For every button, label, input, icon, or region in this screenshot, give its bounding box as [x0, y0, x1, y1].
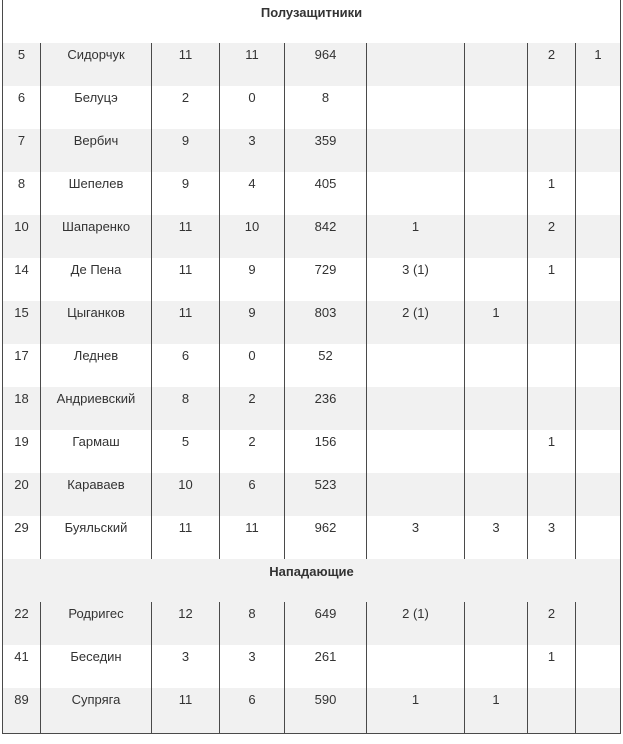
table-row: [3, 215, 621, 258]
cell-minutes: 590: [285, 688, 367, 733]
cell-minutes: 156: [285, 430, 367, 473]
cell-red: [576, 473, 621, 516]
cell-goals: 1: [367, 688, 465, 733]
cell-red: [576, 86, 621, 129]
cell-goals: [367, 86, 465, 129]
cell-starts: 9: [220, 301, 285, 344]
cell-assists: [465, 129, 528, 172]
cell-games: 11: [152, 516, 220, 559]
cell-name: Родригес: [41, 602, 152, 645]
cell-num: 14: [3, 258, 41, 301]
cell-minutes: 8: [285, 86, 367, 129]
cell-yellow: [528, 688, 576, 733]
table-row: [3, 430, 621, 473]
cell-goals: [367, 430, 465, 473]
table-row: [3, 86, 621, 129]
cell-name: Белуцэ: [41, 86, 152, 129]
cell-games: 3: [152, 645, 220, 688]
cell-red: [576, 129, 621, 172]
cell-red: [576, 172, 621, 215]
cell-num: 19: [3, 430, 41, 473]
cell-name: Караваев: [41, 473, 152, 516]
cell-red: [576, 344, 621, 387]
cell-yellow: 3: [528, 516, 576, 559]
cell-num: 20: [3, 473, 41, 516]
cell-name: Вербич: [41, 129, 152, 172]
section-header-row: [3, 0, 621, 43]
cell-name: Шепелев: [41, 172, 152, 215]
cell-num: 89: [3, 688, 41, 733]
section-title: Нападающие: [3, 559, 621, 602]
cell-red: [576, 645, 621, 688]
cell-starts: 2: [220, 430, 285, 473]
cell-num: 22: [3, 602, 41, 645]
cell-games: 5: [152, 430, 220, 473]
cell-minutes: 405: [285, 172, 367, 215]
cell-goals: 3 (1): [367, 258, 465, 301]
cell-red: [576, 215, 621, 258]
cell-assists: 3: [465, 516, 528, 559]
table-body: [3, 0, 621, 733]
cell-games: 10: [152, 473, 220, 516]
cell-assists: [465, 387, 528, 430]
cell-red: [576, 516, 621, 559]
cell-games: 11: [152, 688, 220, 733]
cell-red: [576, 258, 621, 301]
cell-games: 11: [152, 215, 220, 258]
cell-goals: 2 (1): [367, 602, 465, 645]
cell-name: Цыганков: [41, 301, 152, 344]
cell-assists: [465, 344, 528, 387]
cell-games: 9: [152, 129, 220, 172]
cell-name: Шапаренко: [41, 215, 152, 258]
cell-starts: 11: [220, 516, 285, 559]
cell-starts: 8: [220, 602, 285, 645]
table-row: [3, 387, 621, 430]
table-row: [3, 43, 621, 86]
cell-starts: 2: [220, 387, 285, 430]
cell-num: 41: [3, 645, 41, 688]
cell-games: 11: [152, 301, 220, 344]
cell-assists: [465, 430, 528, 473]
cell-red: [576, 688, 621, 733]
cell-minutes: 962: [285, 516, 367, 559]
cell-goals: [367, 43, 465, 86]
cell-red: [576, 430, 621, 473]
cell-num: 5: [3, 43, 41, 86]
cell-games: 9: [152, 172, 220, 215]
cell-goals: 2 (1): [367, 301, 465, 344]
cell-goals: 1: [367, 215, 465, 258]
cell-games: 11: [152, 258, 220, 301]
cell-yellow: [528, 387, 576, 430]
cell-name: Гармаш: [41, 430, 152, 473]
cell-minutes: 964: [285, 43, 367, 86]
cell-assists: [465, 473, 528, 516]
table-row: [3, 172, 621, 215]
cell-minutes: 523: [285, 473, 367, 516]
cell-yellow: [528, 473, 576, 516]
cell-red: [576, 387, 621, 430]
cell-goals: [367, 645, 465, 688]
cell-games: 11: [152, 43, 220, 86]
cell-starts: 3: [220, 645, 285, 688]
cell-starts: 9: [220, 258, 285, 301]
table-row: [3, 645, 621, 688]
cell-games: 6: [152, 344, 220, 387]
cell-num: 29: [3, 516, 41, 559]
section-title: Полузащитники: [3, 0, 621, 43]
table-row: [3, 516, 621, 559]
cell-yellow: [528, 301, 576, 344]
cell-minutes: 236: [285, 387, 367, 430]
cell-red: 1: [576, 43, 621, 86]
cell-assists: [465, 645, 528, 688]
cell-num: 17: [3, 344, 41, 387]
cell-games: 2: [152, 86, 220, 129]
cell-yellow: 2: [528, 602, 576, 645]
cell-name: Супряга: [41, 688, 152, 733]
table-row: [3, 602, 621, 645]
cell-starts: 3: [220, 129, 285, 172]
table-row: [3, 129, 621, 172]
cell-num: 10: [3, 215, 41, 258]
cell-name: Сидорчук: [41, 43, 152, 86]
cell-goals: [367, 387, 465, 430]
player-stats-table: [2, 0, 621, 734]
cell-assists: 1: [465, 688, 528, 733]
cell-goals: [367, 172, 465, 215]
cell-minutes: 261: [285, 645, 367, 688]
cell-name: Де Пена: [41, 258, 152, 301]
cell-starts: 0: [220, 344, 285, 387]
cell-yellow: 2: [528, 215, 576, 258]
cell-minutes: 52: [285, 344, 367, 387]
cell-yellow: 2: [528, 43, 576, 86]
cell-assists: [465, 602, 528, 645]
cell-yellow: 1: [528, 645, 576, 688]
cell-assists: [465, 215, 528, 258]
cell-num: 8: [3, 172, 41, 215]
cell-yellow: 1: [528, 430, 576, 473]
cell-starts: 11: [220, 43, 285, 86]
cell-name: Беседин: [41, 645, 152, 688]
table-row: [3, 688, 621, 733]
cell-name: Андриевский: [41, 387, 152, 430]
cell-minutes: 803: [285, 301, 367, 344]
cell-red: [576, 301, 621, 344]
cell-assists: [465, 172, 528, 215]
cell-name: Буяльский: [41, 516, 152, 559]
cell-red: [576, 602, 621, 645]
cell-starts: 10: [220, 215, 285, 258]
cell-num: 6: [3, 86, 41, 129]
cell-num: 7: [3, 129, 41, 172]
cell-games: 12: [152, 602, 220, 645]
cell-yellow: [528, 344, 576, 387]
cell-minutes: 729: [285, 258, 367, 301]
cell-goals: [367, 129, 465, 172]
cell-starts: 6: [220, 688, 285, 733]
cell-yellow: [528, 86, 576, 129]
cell-name: Леднев: [41, 344, 152, 387]
cell-assists: [465, 43, 528, 86]
cell-yellow: 1: [528, 258, 576, 301]
cell-num: 18: [3, 387, 41, 430]
cell-goals: [367, 344, 465, 387]
table-row: [3, 258, 621, 301]
cell-assists: [465, 258, 528, 301]
cell-yellow: [528, 129, 576, 172]
cell-minutes: 649: [285, 602, 367, 645]
cell-minutes: 842: [285, 215, 367, 258]
table-row: [3, 301, 621, 344]
cell-goals: 3: [367, 516, 465, 559]
cell-starts: 0: [220, 86, 285, 129]
cell-assists: 1: [465, 301, 528, 344]
cell-num: 15: [3, 301, 41, 344]
section-header-row: [3, 559, 621, 602]
cell-starts: 4: [220, 172, 285, 215]
cell-yellow: 1: [528, 172, 576, 215]
cell-starts: 6: [220, 473, 285, 516]
cell-minutes: 359: [285, 129, 367, 172]
cell-games: 8: [152, 387, 220, 430]
cell-goals: [367, 473, 465, 516]
table-row: [3, 344, 621, 387]
table-row: [3, 473, 621, 516]
cell-assists: [465, 86, 528, 129]
